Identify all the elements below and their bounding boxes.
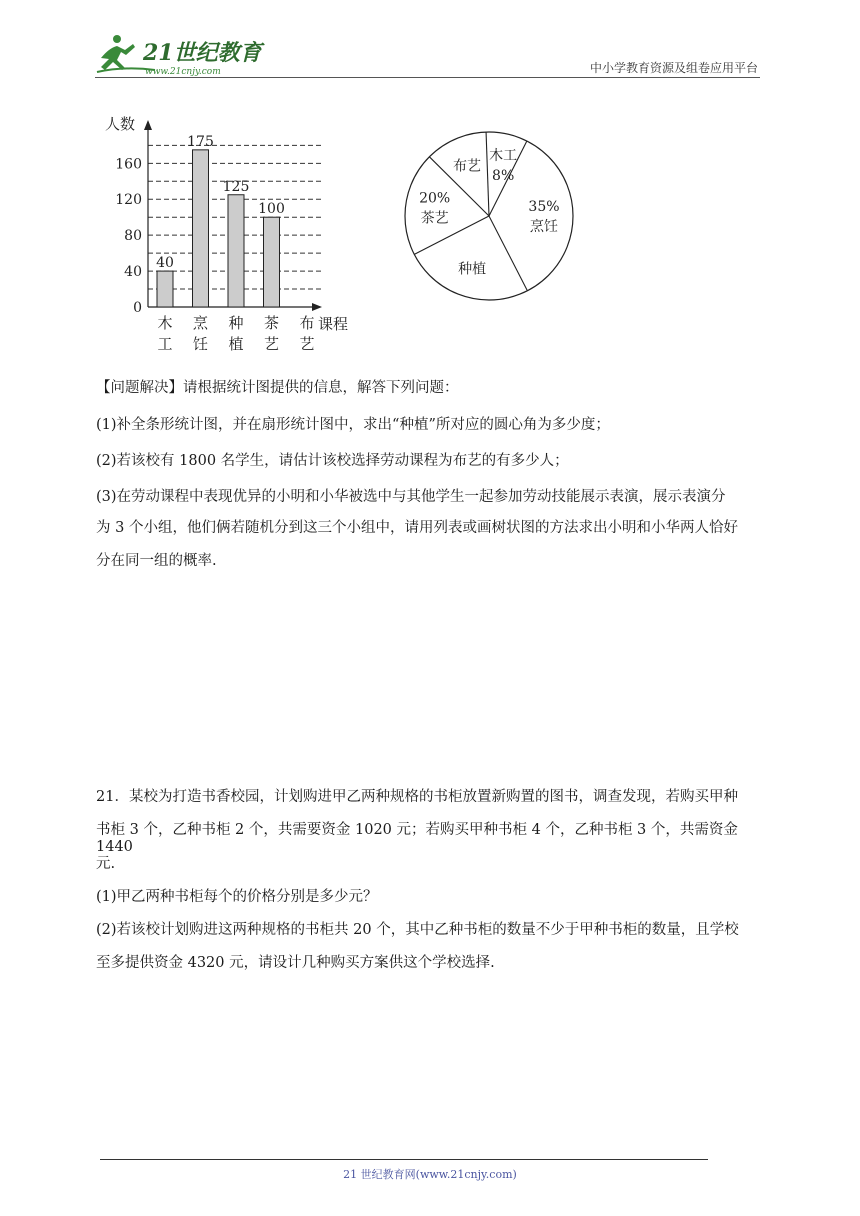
bar (193, 150, 209, 307)
x-tick-label: 茶 (263, 314, 280, 332)
problem-21-line-1: 21．某校为打造书香校园，计划购进甲乙两种规格的书柜放置新购置的图书，调查发现，若购买甲种 (96, 789, 738, 805)
pie-slice-label: 种植 (458, 261, 487, 278)
bar-value-label: 175 (187, 133, 214, 150)
x-axis-arrow (312, 303, 322, 311)
bar (264, 217, 280, 307)
y-tick-label: 40 (124, 264, 142, 281)
x-tick-label: 艺 (263, 335, 280, 353)
logo-title: 21世纪教育 (143, 40, 262, 66)
x-tick-label: 艺 (299, 335, 315, 353)
pie-chart (395, 124, 585, 308)
footer-text: 21 世纪教育网(www.21cnjy.com) (343, 1168, 517, 1181)
bar-chart (100, 112, 370, 362)
bar-value-label: 125 (222, 178, 250, 195)
pie-slice-label: 木工 (489, 148, 518, 165)
question-3-line-2: 为 3 个小组，他们俩若随机分到这三个小组中，请用列表或画树状图的方法求出小明和小华两人恰好 (96, 520, 738, 536)
question-3-line-3: 分在同一组的概率. (96, 553, 217, 569)
bar-value-label: 40 (156, 255, 174, 272)
header-divider (95, 77, 760, 78)
pie-slice-percent: 35% (528, 198, 560, 215)
problem-21-line-3: 元. (96, 856, 116, 872)
question-1: (1)补全条形统计图，并在扇形统计图中，求出“种植”所对应的圆心角为多少度； (96, 417, 610, 433)
question-3-line-1: (3)在劳动课程中表现优异的小明和小华被选中与其他学生一起参加劳动技能展示表演，展示表演分 (96, 489, 726, 505)
problem-21-line-2: 书柜 3 个，乙种书柜 2 个，共需要资金 1020 元；若购买甲种书柜 4 个，乙种书柜 3 个，共需资金 1440 (96, 822, 738, 855)
pie-slice-label: 布艺 (452, 158, 481, 175)
x-tick-label: 饪 (192, 335, 209, 353)
pie-slice-label: 烹饪 (529, 218, 558, 235)
logo-url: www.21cnjy.com (145, 67, 221, 77)
y-tick-label: 0 (133, 300, 142, 316)
bar-value-label: 100 (258, 201, 285, 218)
x-axis-label: 课程 (318, 315, 349, 333)
pie-slice-percent: 20% (419, 190, 451, 207)
pie-slice-label: 茶艺 (420, 210, 449, 227)
problem-21-question-2-line-1: (2)若该校计划购进这两种规格的书柜共 20 个，其中乙种书柜的数量不少于甲种书柜的数量，且学校 (96, 922, 739, 938)
bar (157, 271, 173, 307)
x-tick-label: 烹 (192, 314, 209, 332)
question-2: (2)若该校有 1800 名学生，请估计该校选择劳动课程为布艺的有多少人； (96, 453, 569, 469)
page-header (95, 30, 760, 80)
y-tick-label: 120 (115, 192, 142, 209)
problem-21-question-1: (1)甲乙两种书柜每个的价格分别是多少元？ (96, 889, 378, 905)
problem-21-question-2-line-2: 至多提供资金 4320 元，请设计几种购买方案供这个学校选择. (96, 955, 495, 971)
x-tick-label: 植 (228, 335, 244, 353)
pie-slice-percent: 8% (492, 168, 515, 185)
bar (228, 195, 244, 307)
y-axis-label: 人数 (105, 115, 136, 133)
footer-divider (100, 1159, 708, 1160)
site-name: 中小学教育资源及组卷应用平台 (589, 61, 758, 75)
y-tick-label: 80 (124, 228, 142, 245)
x-tick-label: 工 (157, 335, 173, 353)
x-tick-label: 种 (228, 314, 244, 332)
y-tick-label: 160 (115, 156, 142, 173)
logo (95, 30, 265, 80)
y-axis-arrow (144, 120, 152, 130)
x-tick-label: 布 (299, 314, 315, 332)
problem-intro: 【问题解决】请根据统计图提供的信息，解答下列问题： (96, 380, 459, 396)
x-tick-label: 木 (157, 314, 173, 332)
